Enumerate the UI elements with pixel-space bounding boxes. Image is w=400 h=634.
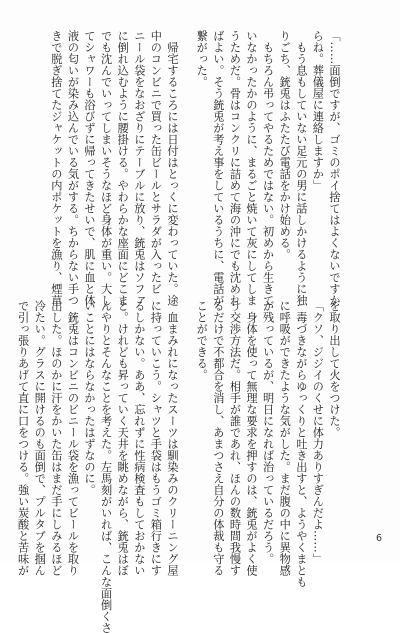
- text-block-upper-right: [193, 30, 342, 306]
- text-line: に呼吸ができたような気がした。まだ腹の中に異物感: [278, 300, 292, 576]
- text-line: いなかったかのように、まるごと焼いて灰にしてしま: [245, 30, 259, 306]
- text-line: うためだ。骨はコンクリに詰めて海の沖にでも沈めれ: [228, 30, 242, 306]
- text-line: 中のコンビニで買った缶ビールとサラダが入ったビ: [149, 30, 163, 295]
- text-line: 繋がった。: [195, 30, 209, 88]
- text-line: もう息もしていない足元の男に話しかけるように独: [294, 30, 308, 306]
- text-line: るしかない。ああ、忘れずに性病検査もしておかない: [132, 300, 146, 576]
- text-line: いことにはならなかったはずなのに。: [83, 300, 97, 496]
- text-line: 身体を使って無理な要求を押すのは、銃兎がよく使: [245, 300, 259, 576]
- text-line: ニール袋をなおざりにテーブルに放り、銃兎はソファ: [132, 30, 146, 306]
- text-line: 毒づきながらゆっくりと吐き出すと、ようやくまとも: [294, 300, 308, 588]
- text-line: ことができる。: [195, 300, 209, 381]
- text-line: と。けれども昇っていく天井を眺めながら、銃兎はぼ: [116, 300, 130, 576]
- text-line: を取り出して火をつけた。: [328, 300, 341, 438]
- text-line: 出した。ほのかに汗をかいた缶はまだ手にしみるほど: [49, 300, 63, 576]
- text-line: ばよい。そう銃兎が考え事をしているうちに、電話が: [211, 30, 225, 306]
- text-line: 液の匂いが染み込んでいる気がする。ちからない手つ: [66, 30, 80, 306]
- text-line: 冷たい。グラスに開けるのも面倒で、プルタブを掴ん: [33, 300, 47, 576]
- text-line: んやりとそんなことを考えた。左馬刻がいれば、こんな面倒くさ: [99, 300, 113, 634]
- text-block-upper-left: [47, 30, 180, 306]
- text-line: に倒れ込むように腰掛ける。やわらかな座面にどこま: [116, 30, 130, 306]
- text-line: てシャワーも浴びずに帰ってきたせいで、肌に血と体: [83, 30, 97, 306]
- text-line: きで脱ぎ捨てたジャケットの内ポケットを漁り、煙草: [49, 30, 63, 306]
- text-line: もちろん弔ってやるためではない。初めから生きて: [261, 30, 275, 306]
- text-line: 「……面倒ですが、ゴミのポイ捨てはよくないですか: [328, 30, 341, 306]
- text-line: らね。葬儀屋に連絡しますか」: [311, 30, 325, 191]
- page-number: 6: [375, 533, 382, 544]
- text-line: で引っ張りあげて直に口をつける。強い炭酸と苦味が: [16, 300, 30, 576]
- text-line: でも沈んでいってしまいそうなほど身体が重い。大し: [99, 30, 113, 306]
- text-line: 銃兎はコンビニのビニール袋を漁ってビールを取り: [66, 300, 80, 576]
- text-line: りごち、銃兎はふたたび電話をかけ始める。: [278, 30, 292, 260]
- text-line: に持っていこう。シャツと手袋はもうゴミ箱行きにす: [149, 300, 163, 576]
- text-line: 血まみれになったスーツは馴染みのクリーニング屋: [166, 300, 179, 576]
- text-line: う交渉方法だ。相手が誰であれ、ほんの数時間我慢す: [228, 300, 242, 576]
- text-line: るだけで不都合を消し、あまつさえ自分の体裁も守る: [211, 300, 225, 576]
- text-line: が残っているが、明日になれば治っているだろう。: [261, 300, 275, 565]
- text-block-lower-left: [14, 300, 180, 634]
- text-block-lower-right: [193, 300, 342, 588]
- text-line: 帰宅するころには日付はとっくに変わっていた。途: [166, 30, 179, 306]
- text-line: 「クソ、ジジイのくせに体力ありすぎんだよ……」: [311, 300, 325, 565]
